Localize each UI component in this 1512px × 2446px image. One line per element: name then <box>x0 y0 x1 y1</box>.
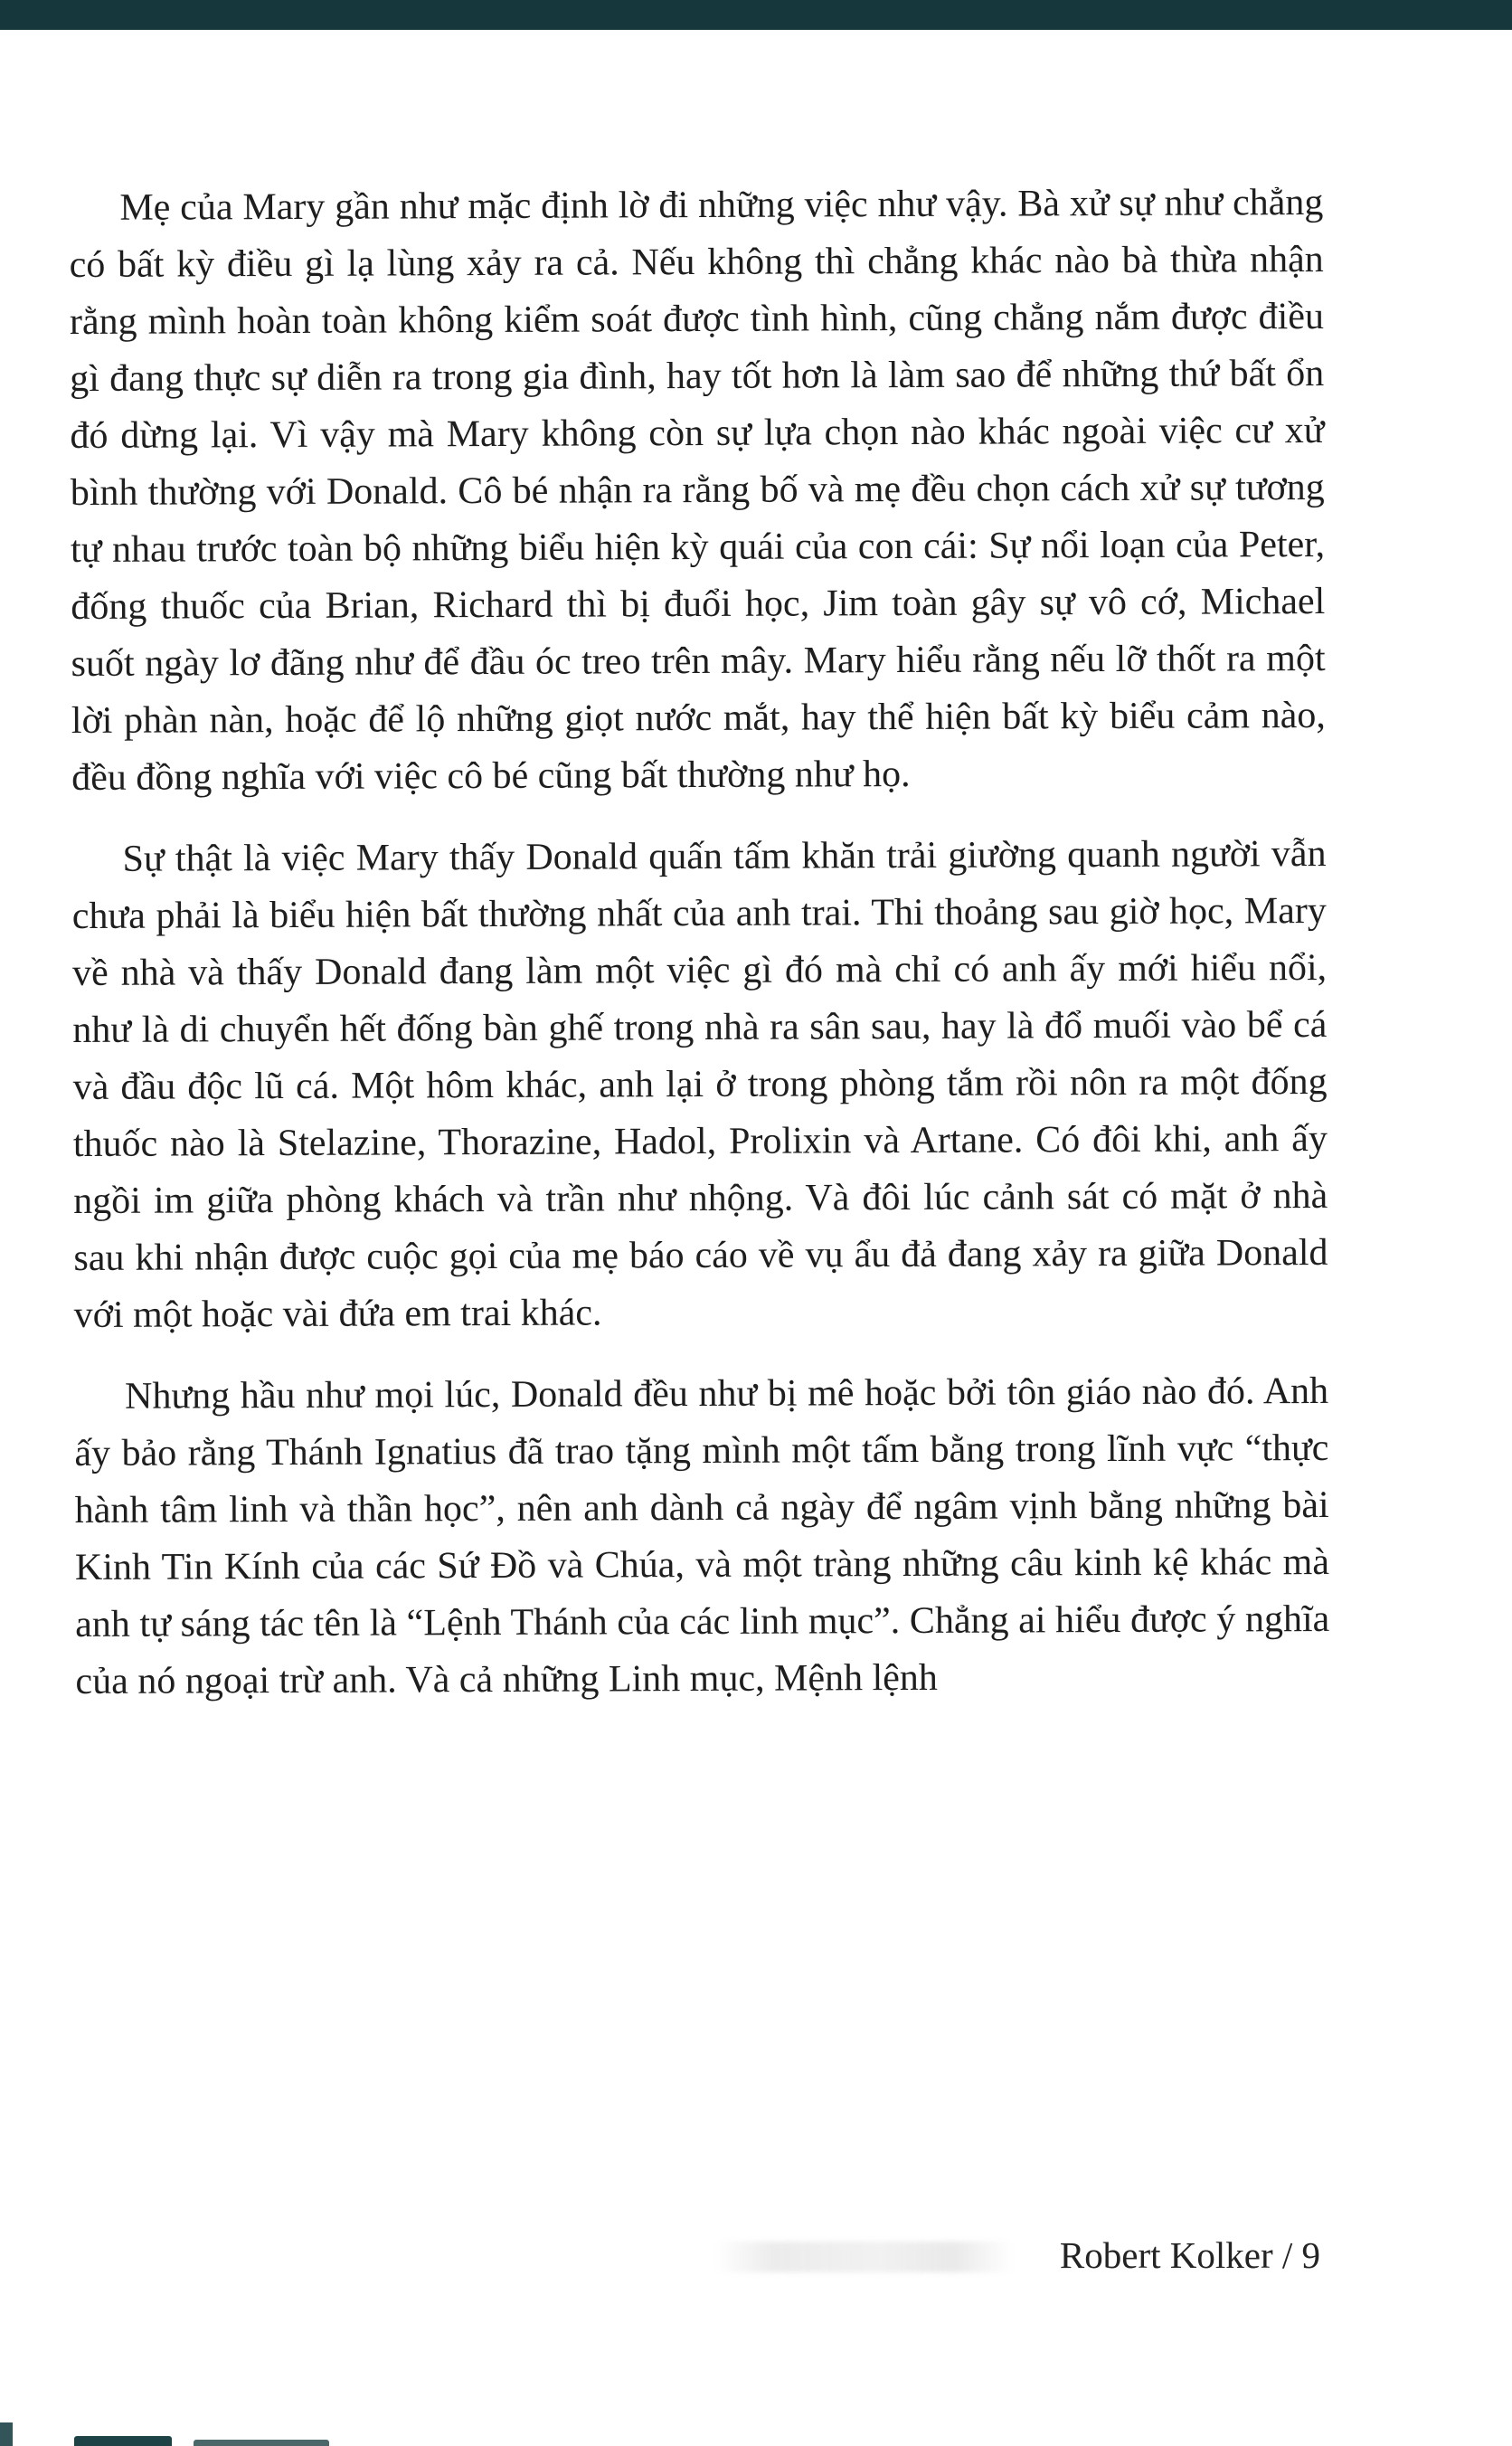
bottom-left-scan-artifact <box>74 2436 172 2446</box>
top-edge-band <box>0 0 1512 30</box>
paragraph-1: Mẹ của Mary gần như mặc định lờ đi những việc như vậy. Bà xử sự như chẳng có bất kỳ điều gì lạ lùng xảy ra cả. Nếu không thì chẳng khác nào bà thừa nhận rằng mình hoàn toàn không kiểm soát được tình hình, cũng chẳng nắm được điều gì đang thực sự diễn ra trong gia đình, hay tốt hơn là làm sao để những thứ bất ổn đó dừng lại. Vì vậy mà Mary không còn sự lựa chọn nào khác ngoài việc cư xử bình thường với Donald. Cô bé nhận ra rằng bố và mẹ đều chọn cách xử sự tương tự nhau trước toàn bộ những biểu hiện kỳ quái của con cái: Sự nổi loạn của Peter, đống thuốc của Brian, Richard thì bị đuổi học, Jim toàn gây sự vô cớ, Michael suốt ngày lơ đãng như để đầu óc treo trên mây. Mary hiểu rằng nếu lỡ thốt ra một lời phàn nàn, hoặc để lộ những giọt nước mắt, hay thể hiện bất kỳ biểu cảm nào, đều đồng nghĩa với việc cô bé cũng bất thường như họ. <box>69 181 1326 800</box>
print-through-artifact <box>714 2242 1013 2272</box>
page-footer <box>1060 2233 1320 2278</box>
bottom-scan-artifact <box>194 2440 329 2446</box>
paragraph-2: Sự thật là việc Mary thấy Donald quấn tấm khăn trải giường quanh người vẫn chưa phải là biểu hiện bất thường nhất của anh trai. Thi thoảng sau giờ học, Mary về nhà và thấy Donald đang làm một việc gì đó mà chỉ có anh ấy mới hiểu nổi, như là di chuyển hết đống bàn ghế trong nhà ra sân sau, hay là đổ muối vào bể cá và đầu độc lũ cá. Một hôm khác, anh lại ở trong phòng tắm rồi nôn ra một đống thuốc nào là Stelazine, Thorazine, Hadol, Prolixin và Artane. Có đôi khi, anh ấy ngồi im giữa phòng khách và trần như nhộng. Và đôi lúc cảnh sát có mặt ở nhà sau khi nhận được cuộc gọi của mẹ báo cáo về vụ ẩu đả đang xảy ra giữa Donald với một hoặc vài đứa em trai khác. <box>71 832 1328 1337</box>
page-text <box>69 175 1329 1735</box>
paragraph-3: Nhưng hầu như mọi lúc, Donald đều như bị mê hoặc bởi tôn giáo nào đó. Anh ấy bảo rằng Thánh Ignatius đã trao tặng mình một tấm bằng trong lĩnh vực “thực hành tâm linh và thần học”, nên anh dành cả ngày để ngâm vịnh bằng những bài Kinh Tin Kính của các Sứ Đồ và Chúa, và một tràng những câu kinh kệ khác mà anh tự sáng tác tên là “Lệnh Thánh của các linh mục”. Chẳng ai hiểu được ý nghĩa của nó ngoại trừ anh. Và cả những Linh mục, Mệnh lệnh <box>74 1370 1330 1703</box>
footer-author-page: Robert Kolker / 9 <box>1059 2234 1320 2276</box>
bottom-left-edge-artifact <box>0 2422 13 2446</box>
